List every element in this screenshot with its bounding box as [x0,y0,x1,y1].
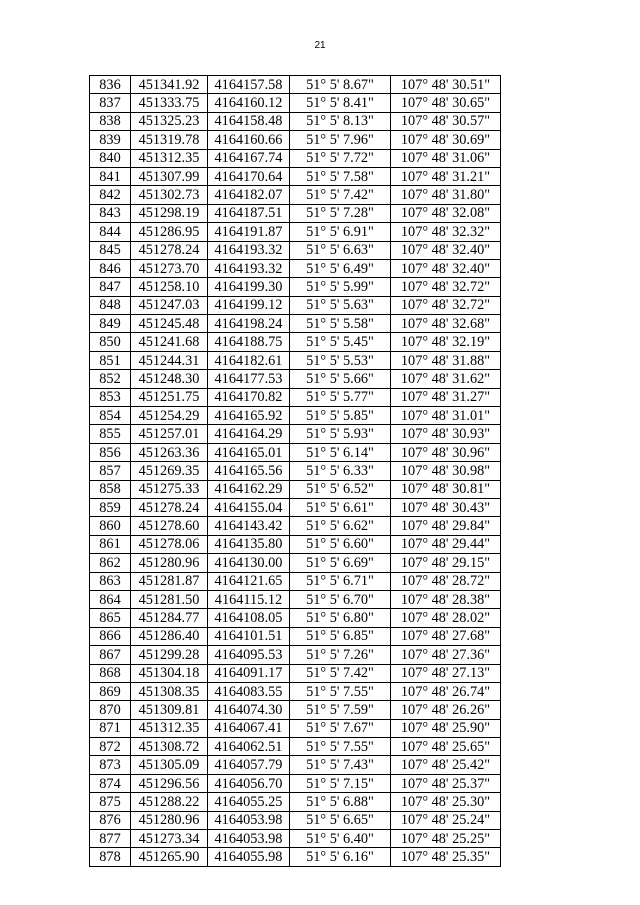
point-number-cell: 848 [90,296,131,314]
longitude-cell: 107° 48' 27.36" [391,646,501,664]
point-number-cell: 868 [90,664,131,682]
y-coordinate-cell: 4164177.53 [208,370,290,388]
x-coordinate-cell: 451309.81 [131,701,208,719]
table-row [90,848,501,866]
y-coordinate-cell: 4164199.12 [208,296,290,314]
longitude-cell: 107° 48' 29.15" [391,554,501,572]
table-row [90,774,501,792]
x-coordinate-cell: 451307.99 [131,167,208,185]
table-row [90,131,501,149]
y-coordinate-cell: 4164095.53 [208,646,290,664]
x-coordinate-cell: 451244.31 [131,351,208,369]
latitude-cell: 51° 5' 6.69" [290,554,391,572]
table-row [90,296,501,314]
latitude-cell: 51° 5' 6.33" [290,462,391,480]
latitude-cell: 51° 5' 6.40" [290,830,391,848]
point-number-cell: 850 [90,333,131,351]
longitude-cell: 107° 48' 31.06" [391,149,501,167]
latitude-cell: 51° 5' 6.80" [290,609,391,627]
point-number-cell: 862 [90,554,131,572]
y-coordinate-cell: 4164188.75 [208,333,290,351]
coordinates-table [89,75,501,867]
x-coordinate-cell: 451273.34 [131,830,208,848]
latitude-cell: 51° 5' 6.62" [290,517,391,535]
y-coordinate-cell: 4164056.70 [208,774,290,792]
y-coordinate-cell: 4164053.98 [208,811,290,829]
point-number-cell: 841 [90,167,131,185]
point-number-cell: 842 [90,186,131,204]
latitude-cell: 51° 5' 6.63" [290,241,391,259]
table-row [90,333,501,351]
longitude-cell: 107° 48' 25.25" [391,830,501,848]
table-row [90,793,501,811]
longitude-cell: 107° 48' 25.37" [391,774,501,792]
point-number-cell: 838 [90,112,131,130]
x-coordinate-cell: 451275.33 [131,480,208,498]
y-coordinate-cell: 4164191.87 [208,223,290,241]
latitude-cell: 51° 5' 5.85" [290,407,391,425]
x-coordinate-cell: 451286.40 [131,627,208,645]
x-coordinate-cell: 451258.10 [131,278,208,296]
y-coordinate-cell: 4164057.79 [208,756,290,774]
table-row [90,407,501,425]
latitude-cell: 51° 5' 6.52" [290,480,391,498]
latitude-cell: 51° 5' 6.71" [290,572,391,590]
table-row [90,480,501,498]
point-number-cell: 878 [90,848,131,866]
table-row [90,590,501,608]
y-coordinate-cell: 4164157.58 [208,76,290,94]
latitude-cell: 51° 5' 7.28" [290,204,391,222]
point-number-cell: 852 [90,370,131,388]
y-coordinate-cell: 4164199.30 [208,278,290,296]
x-coordinate-cell: 451305.09 [131,756,208,774]
point-number-cell: 857 [90,462,131,480]
latitude-cell: 51° 5' 8.41" [290,94,391,112]
latitude-cell: 51° 5' 5.58" [290,315,391,333]
x-coordinate-cell: 451273.70 [131,259,208,277]
table-row [90,278,501,296]
point-number-cell: 860 [90,517,131,535]
longitude-cell: 107° 48' 31.88" [391,351,501,369]
y-coordinate-cell: 4164170.64 [208,167,290,185]
y-coordinate-cell: 4164158.48 [208,112,290,130]
latitude-cell: 51° 5' 7.42" [290,664,391,682]
x-coordinate-cell: 451281.50 [131,590,208,608]
longitude-cell: 107° 48' 28.72" [391,572,501,590]
table-row [90,664,501,682]
point-number-cell: 849 [90,315,131,333]
point-number-cell: 865 [90,609,131,627]
table-row [90,498,501,516]
latitude-cell: 51° 5' 7.42" [290,186,391,204]
y-coordinate-cell: 4164121.65 [208,572,290,590]
latitude-cell: 51° 5' 6.91" [290,223,391,241]
coordinates-table-body [90,76,501,867]
table-row [90,811,501,829]
latitude-cell: 51° 5' 6.65" [290,811,391,829]
latitude-cell: 51° 5' 6.49" [290,259,391,277]
x-coordinate-cell: 451257.01 [131,425,208,443]
table-row [90,756,501,774]
x-coordinate-cell: 451302.73 [131,186,208,204]
longitude-cell: 107° 48' 25.24" [391,811,501,829]
longitude-cell: 107° 48' 30.69" [391,131,501,149]
latitude-cell: 51° 5' 5.77" [290,388,391,406]
y-coordinate-cell: 4164083.55 [208,682,290,700]
point-number-cell: 861 [90,535,131,553]
longitude-cell: 107° 48' 31.21" [391,167,501,185]
point-number-cell: 844 [90,223,131,241]
point-number-cell: 851 [90,351,131,369]
table-row [90,204,501,222]
x-coordinate-cell: 451278.24 [131,241,208,259]
table-row [90,388,501,406]
latitude-cell: 51° 5' 7.15" [290,774,391,792]
y-coordinate-cell: 4164067.41 [208,719,290,737]
y-coordinate-cell: 4164198.24 [208,315,290,333]
longitude-cell: 107° 48' 25.35" [391,848,501,866]
y-coordinate-cell: 4164193.32 [208,241,290,259]
y-coordinate-cell: 4164101.51 [208,627,290,645]
y-coordinate-cell: 4164160.12 [208,94,290,112]
longitude-cell: 107° 48' 25.30" [391,793,501,811]
point-number-cell: 853 [90,388,131,406]
latitude-cell: 51° 5' 6.14" [290,443,391,461]
latitude-cell: 51° 5' 5.53" [290,351,391,369]
x-coordinate-cell: 451280.96 [131,811,208,829]
y-coordinate-cell: 4164182.61 [208,351,290,369]
longitude-cell: 107° 48' 27.68" [391,627,501,645]
longitude-cell: 107° 48' 26.74" [391,682,501,700]
longitude-cell: 107° 48' 31.01" [391,407,501,425]
latitude-cell: 51° 5' 7.26" [290,646,391,664]
y-coordinate-cell: 4164187.51 [208,204,290,222]
latitude-cell: 51° 5' 6.88" [290,793,391,811]
table-row [90,223,501,241]
point-number-cell: 843 [90,204,131,222]
x-coordinate-cell: 451278.24 [131,498,208,516]
x-coordinate-cell: 451325.23 [131,112,208,130]
point-number-cell: 870 [90,701,131,719]
point-number-cell: 845 [90,241,131,259]
longitude-cell: 107° 48' 32.32" [391,223,501,241]
x-coordinate-cell: 451248.30 [131,370,208,388]
table-row [90,76,501,94]
x-coordinate-cell: 451333.75 [131,94,208,112]
x-coordinate-cell: 451269.35 [131,462,208,480]
longitude-cell: 107° 48' 30.93" [391,425,501,443]
table-row [90,94,501,112]
x-coordinate-cell: 451312.35 [131,719,208,737]
longitude-cell: 107° 48' 32.68" [391,315,501,333]
point-number-cell: 872 [90,738,131,756]
y-coordinate-cell: 4164053.98 [208,830,290,848]
longitude-cell: 107° 48' 30.65" [391,94,501,112]
x-coordinate-cell: 451308.35 [131,682,208,700]
latitude-cell: 51° 5' 5.45" [290,333,391,351]
longitude-cell: 107° 48' 27.13" [391,664,501,682]
x-coordinate-cell: 451245.48 [131,315,208,333]
longitude-cell: 107° 48' 30.98" [391,462,501,480]
point-number-cell: 877 [90,830,131,848]
y-coordinate-cell: 4164074.30 [208,701,290,719]
point-number-cell: 837 [90,94,131,112]
x-coordinate-cell: 451286.95 [131,223,208,241]
x-coordinate-cell: 451284.77 [131,609,208,627]
y-coordinate-cell: 4164143.42 [208,517,290,535]
y-coordinate-cell: 4164164.29 [208,425,290,443]
longitude-cell: 107° 48' 30.51" [391,76,501,94]
x-coordinate-cell: 451280.96 [131,554,208,572]
x-coordinate-cell: 451298.19 [131,204,208,222]
y-coordinate-cell: 4164091.17 [208,664,290,682]
y-coordinate-cell: 4164165.01 [208,443,290,461]
longitude-cell: 107° 48' 31.80" [391,186,501,204]
y-coordinate-cell: 4164135.80 [208,535,290,553]
table-row [90,186,501,204]
latitude-cell: 51° 5' 7.96" [290,131,391,149]
longitude-cell: 107° 48' 28.02" [391,609,501,627]
latitude-cell: 51° 5' 7.72" [290,149,391,167]
point-number-cell: 859 [90,498,131,516]
point-number-cell: 840 [90,149,131,167]
table-row [90,719,501,737]
y-coordinate-cell: 4164062.51 [208,738,290,756]
y-coordinate-cell: 4164170.82 [208,388,290,406]
latitude-cell: 51° 5' 6.60" [290,535,391,553]
table-row [90,167,501,185]
latitude-cell: 51° 5' 5.93" [290,425,391,443]
latitude-cell: 51° 5' 7.58" [290,167,391,185]
x-coordinate-cell: 451251.75 [131,388,208,406]
y-coordinate-cell: 4164165.92 [208,407,290,425]
latitude-cell: 51° 5' 8.67" [290,76,391,94]
longitude-cell: 107° 48' 29.84" [391,517,501,535]
point-number-cell: 855 [90,425,131,443]
latitude-cell: 51° 5' 6.61" [290,498,391,516]
latitude-cell: 51° 5' 8.13" [290,112,391,130]
table-row [90,425,501,443]
y-coordinate-cell: 4164115.12 [208,590,290,608]
x-coordinate-cell: 451278.60 [131,517,208,535]
x-coordinate-cell: 451304.18 [131,664,208,682]
y-coordinate-cell: 4164055.98 [208,848,290,866]
point-number-cell: 874 [90,774,131,792]
table-row [90,112,501,130]
point-number-cell: 839 [90,131,131,149]
table-row [90,462,501,480]
longitude-cell: 107° 48' 30.57" [391,112,501,130]
x-coordinate-cell: 451263.36 [131,443,208,461]
y-coordinate-cell: 4164108.05 [208,609,290,627]
point-number-cell: 847 [90,278,131,296]
longitude-cell: 107° 48' 25.90" [391,719,501,737]
point-number-cell: 863 [90,572,131,590]
longitude-cell: 107° 48' 28.38" [391,590,501,608]
x-coordinate-cell: 451312.35 [131,149,208,167]
x-coordinate-cell: 451247.03 [131,296,208,314]
longitude-cell: 107° 48' 30.96" [391,443,501,461]
table-row [90,315,501,333]
longitude-cell: 107° 48' 25.42" [391,756,501,774]
y-coordinate-cell: 4164182.07 [208,186,290,204]
table-row [90,682,501,700]
point-number-cell: 867 [90,646,131,664]
table-row [90,627,501,645]
y-coordinate-cell: 4164130.00 [208,554,290,572]
longitude-cell: 107° 48' 32.40" [391,259,501,277]
latitude-cell: 51° 5' 5.63" [290,296,391,314]
x-coordinate-cell: 451296.56 [131,774,208,792]
point-number-cell: 864 [90,590,131,608]
longitude-cell: 107° 48' 30.81" [391,480,501,498]
point-number-cell: 858 [90,480,131,498]
table-row [90,554,501,572]
longitude-cell: 107° 48' 32.19" [391,333,501,351]
point-number-cell: 869 [90,682,131,700]
y-coordinate-cell: 4164162.29 [208,480,290,498]
table-row [90,701,501,719]
table-row [90,646,501,664]
longitude-cell: 107° 48' 30.43" [391,498,501,516]
longitude-cell: 107° 48' 25.65" [391,738,501,756]
y-coordinate-cell: 4164167.74 [208,149,290,167]
latitude-cell: 51° 5' 7.55" [290,738,391,756]
latitude-cell: 51° 5' 7.59" [290,701,391,719]
table-row [90,259,501,277]
table-row [90,149,501,167]
table-row [90,738,501,756]
x-coordinate-cell: 451319.78 [131,131,208,149]
y-coordinate-cell: 4164165.56 [208,462,290,480]
longitude-cell: 107° 48' 29.44" [391,535,501,553]
latitude-cell: 51° 5' 5.66" [290,370,391,388]
page-number: 21 [314,40,326,51]
table-row [90,609,501,627]
x-coordinate-cell: 451278.06 [131,535,208,553]
longitude-cell: 107° 48' 26.26" [391,701,501,719]
latitude-cell: 51° 5' 7.55" [290,682,391,700]
longitude-cell: 107° 48' 32.08" [391,204,501,222]
table-row [90,241,501,259]
latitude-cell: 51° 5' 6.70" [290,590,391,608]
x-coordinate-cell: 451265.90 [131,848,208,866]
table-row [90,351,501,369]
latitude-cell: 51° 5' 6.16" [290,848,391,866]
latitude-cell: 51° 5' 7.43" [290,756,391,774]
y-coordinate-cell: 4164055.25 [208,793,290,811]
x-coordinate-cell: 451341.92 [131,76,208,94]
latitude-cell: 51° 5' 5.99" [290,278,391,296]
point-number-cell: 875 [90,793,131,811]
longitude-cell: 107° 48' 31.27" [391,388,501,406]
table-row [90,830,501,848]
table-row [90,535,501,553]
latitude-cell: 51° 5' 6.85" [290,627,391,645]
longitude-cell: 107° 48' 32.72" [391,296,501,314]
x-coordinate-cell: 451281.87 [131,572,208,590]
point-number-cell: 866 [90,627,131,645]
y-coordinate-cell: 4164155.04 [208,498,290,516]
longitude-cell: 107° 48' 31.62" [391,370,501,388]
longitude-cell: 107° 48' 32.72" [391,278,501,296]
table-row [90,572,501,590]
x-coordinate-cell: 451241.68 [131,333,208,351]
table-row [90,517,501,535]
point-number-cell: 871 [90,719,131,737]
point-number-cell: 856 [90,443,131,461]
y-coordinate-cell: 4164193.32 [208,259,290,277]
x-coordinate-cell: 451254.29 [131,407,208,425]
point-number-cell: 876 [90,811,131,829]
x-coordinate-cell: 451308.72 [131,738,208,756]
point-number-cell: 854 [90,407,131,425]
point-number-cell: 846 [90,259,131,277]
y-coordinate-cell: 4164160.66 [208,131,290,149]
x-coordinate-cell: 451288.22 [131,793,208,811]
point-number-cell: 873 [90,756,131,774]
longitude-cell: 107° 48' 32.40" [391,241,501,259]
table-row [90,370,501,388]
point-number-cell: 836 [90,76,131,94]
latitude-cell: 51° 5' 7.67" [290,719,391,737]
x-coordinate-cell: 451299.28 [131,646,208,664]
table-row [90,443,501,461]
